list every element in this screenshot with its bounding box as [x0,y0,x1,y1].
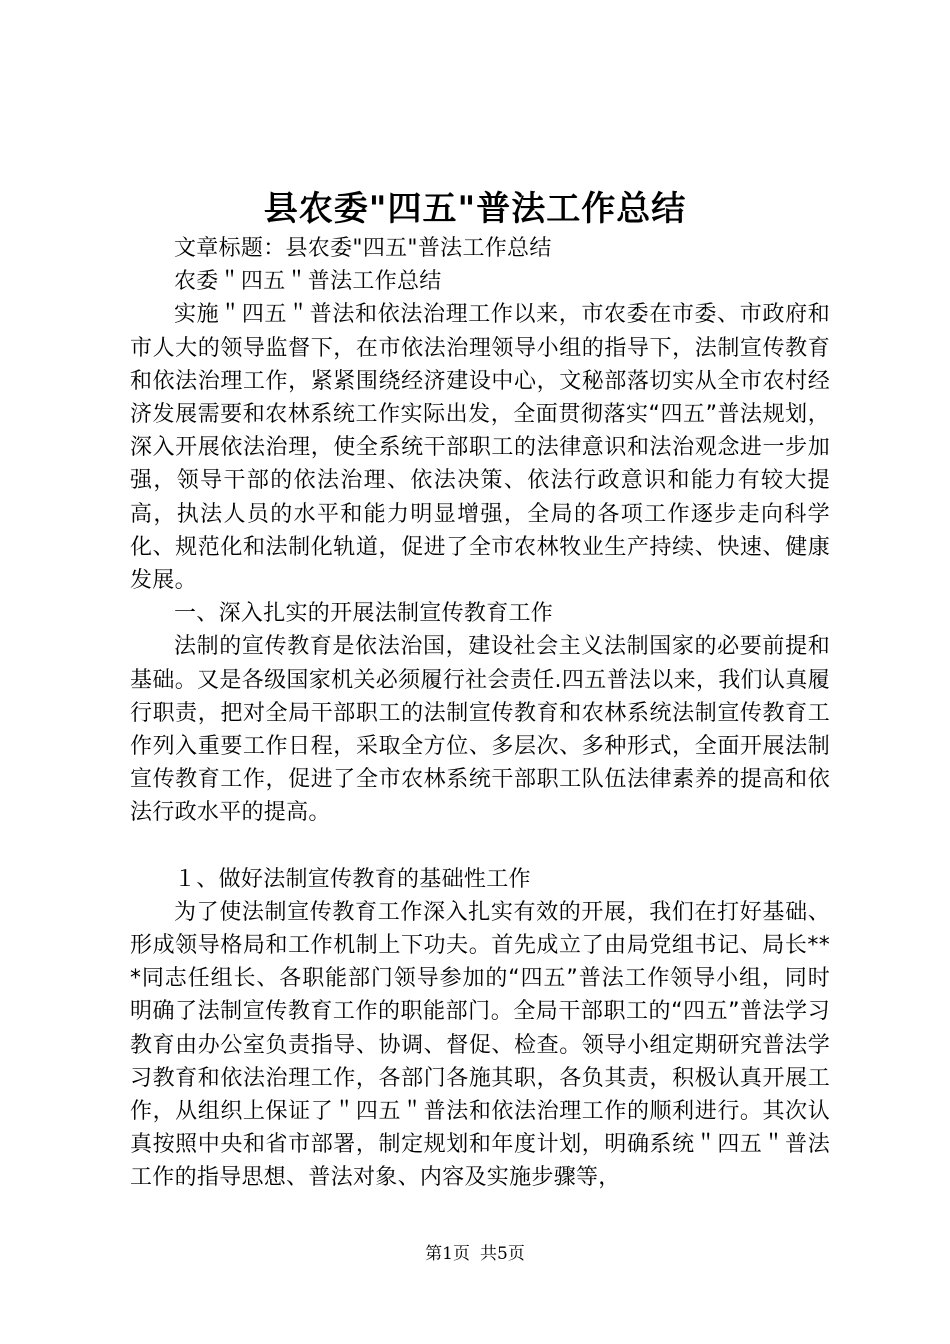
page-footer [0,1242,950,1266]
page-number: 第1页 [425,1244,470,1264]
intro-paragraph: 实施＂四五＂普法和依法治理工作以来，市农委在市委、市政府和市人大的领导监督下，在市依法治理领导小组的指导下，法制宣传教育和依法治理工作，紧紧围绕经济建设中心，文秘部落切实从全市农村经济发展需要和农林系统工作实际出发，全面贯彻落实“四五”普法规划，深入开展依法治理，使全系统干部职工的法律意识和法治观念进一步加强，领导干部的依法治理、依法决策、依法行政意识和能力有较大提高，执法人员的水平和能力明显增强，全局的各项工作逐步走向科学化、规范化和法制化轨道，促进了全市农林牧业生产持续、快速、健康发展。 [130,302,830,594]
subtitle-line: 农委＂四五＂普法工作总结 [174,269,442,295]
page-total: 共5页 [480,1244,525,1264]
document-title: 县农委"四五"普法工作总结 [263,189,687,229]
subsection-heading-1: １、做好法制宣传教育的基础性工作 [174,866,531,892]
subsection-1-paragraph: 为了使法制宣传教育工作深入扎实有效的开展，我们在打好基础、形成领导格局和工作机制上下功夫。首先成立了由局党组书记、局长***同志任组长、各职能部门领导参加的“四五”普法工作领导小组，同时明确了法制宣传教育工作的职能部门。全局干部职工的“四五”普法学习教育由办公室负责指导、协调、督促、检查。领导小组定期研究普法学习教育和依法治理工作，各部门各施其职，各负其责，积极认真开展工作，从组织上保证了＂四五＂普法和依法治理工作的顺利进行。其次认真按照中央和省市部署，制定规划和年度计划，明确系统＂四五＂普法工作的指导思想、普法对象、内容及实施步骤等， [130,899,830,1191]
section-heading-1: 一、深入扎实的开展法制宣传教育工作 [174,601,554,627]
section-1-paragraph: 法制的宣传教育是依法治国，建设社会主义法制国家的必要前提和基础。又是各级国家机关必须履行社会责任.四五普法以来，我们认真履行职责，把对全局干部职工的法制宣传教育和农林系统法制宣传教育工作列入重要工作日程，采取全方位、多层次、多种形式，全面开展法制宣传教育工作，促进了全市农林系统干部职工队伍法律素养的提高和依法行政水平的提高。 [130,634,830,826]
document-body [130,232,830,1195]
article-title-line: 文章标题：县农委"四五"普法工作总结 [174,236,552,261]
